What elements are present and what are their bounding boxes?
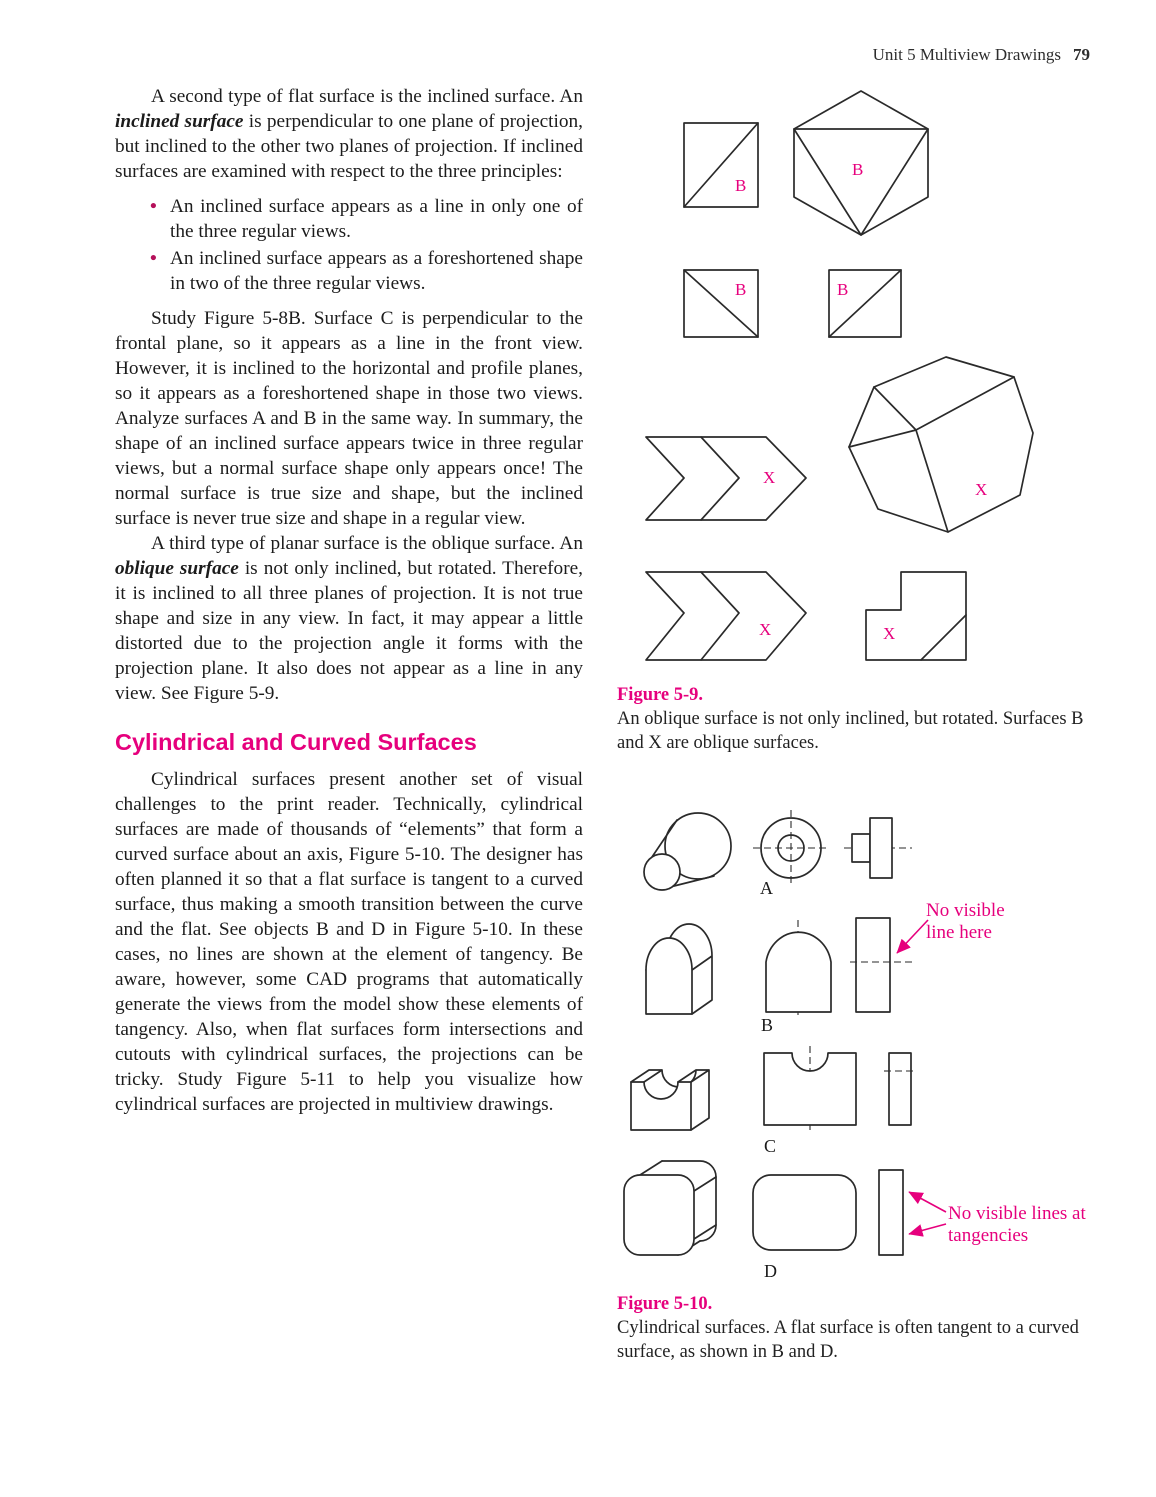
leader-arrow-tangency-bottom [909,1224,946,1234]
unit-title: Unit 5 Multiview Drawings [872,45,1061,64]
figure-5-10-caption-title: Figure 5-10. [617,1294,713,1314]
fig510-d-side-view [879,1170,903,1255]
label-b: B [735,280,747,299]
fig59-front-view-x [646,572,806,660]
fig59-top-view-x [646,437,806,520]
p1-term-inclined-surface: inclined surface [115,111,244,132]
p3-pre: A third type of planar surface is the oblique surface. An [151,533,583,554]
label-x: X [759,620,772,639]
label-b: B [837,280,849,299]
fig510-c-front-view [764,1046,856,1132]
view-label-b: B [761,1015,774,1035]
fig59-top-view-b [684,270,758,337]
fig59-front-view-b [684,123,758,207]
label-x: X [763,468,776,487]
running-header [873,45,1090,65]
figure-5-10-caption-body: Cylindrical surfaces. A flat surface is often tangent to a curved surface, as shown in B and D. [617,1318,1079,1362]
bullet-item: • An inclined surface appears as a line in only one of the three regular views. [170,194,583,244]
p1-pre: A second type of flat surface is the inclined surface. An [151,86,583,107]
figure-5-9-caption-title: Figure 5-9. [617,685,703,705]
fig510-a-front-view [753,810,829,886]
leader-arrow-tangency-top [909,1192,946,1212]
fig510-a-side-view [844,818,912,878]
p3-term-oblique-surface: oblique surface [115,558,239,579]
p1-post: is perpendicular to one plane of projection, but inclined to the other two planes of projection. If inclined surfaces are examined with respect to the three principles: [115,111,583,182]
figure-5-10-caption [617,1292,1089,1364]
fig59-side-view-x [866,572,966,660]
fig510-b-pictorial [646,924,712,1014]
paragraph-inclined-surface [115,84,583,184]
bullet-item: • An inclined surface appears as a foreshortened shape in two of the three regular views. [170,246,583,296]
paragraph-cylindrical-surfaces: Cylindrical surfaces present another set of visual challenges to the print reader. Technically, cylindrical surfaces are made of thousands of “elements” that form a curved surface about an axis, Figure 5-10. The designer has often planned it so that a flat surface is tangent to a curved surface, thus making a smooth transition between the curve and the flat. See objects B and D in Figure 5-10. In these cases, no lines are shown at the element of tangency. Be aware, however, some CAD programs that automatically generate the views from the model show these elements of tangency. Also, when flat surfaces form intersections and cutouts with cylindrical surfaces, the projections can be tricky. Study Figure 5-11 to help you visualize how cylindrical surfaces are projected in multiview drawings. [115,769,583,1115]
figure-5-9-caption [617,683,1089,755]
label-x: X [975,480,988,499]
fig59-pictorial-b [794,91,928,235]
label-x: X [883,624,896,643]
figure-5-9-drawing [616,85,1091,670]
leader-arrow-no-visible-line [897,920,928,953]
fig59-pictorial-x [849,357,1033,532]
page-number: 79 [1073,45,1090,64]
fig510-c-pictorial [631,1070,709,1130]
fig59-side-view-b [829,270,901,337]
label-b: B [735,176,747,195]
annotation-no-visible-line: No visible line here [926,900,1005,943]
view-label-d: D [764,1261,777,1281]
fig510-b-front-view [766,920,831,1018]
view-label-c: C [764,1136,777,1156]
section-heading-cylindrical: Cylindrical and Curved Surfaces [115,729,477,755]
fig510-d-pictorial [624,1161,716,1255]
fig510-d-front-view [753,1175,856,1250]
figure-5-9-caption-body: An oblique surface is not only inclined, but rotated. Surfaces B and X are oblique surfaces. [617,709,1084,753]
view-label-a: A [760,878,773,898]
label-b: B [852,160,864,179]
figure-column [616,85,1094,1485]
annotation-no-visible-lines-tangencies: No visible lines at tangencies [948,1203,1086,1246]
fig510-b-side-view [850,918,912,1012]
paragraph-study-figure-5-8b: Study Figure 5-8B. Surface C is perpendicular to the frontal plane, so it appears as a line in the front view. However, it is inclined to the horizontal and profile planes, so it appears as a foreshortened shape in those two views. Analyze surfaces A and B in the same way. In summary, the shape of an inclined surface appears twice in three regular views, but a normal surface shape only appears once! The normal surface is true size and shape, but the inclined surface is never true size and shape in a regular view. [115,308,583,529]
fig510-c-side-view [884,1053,916,1125]
fig510-a-pictorial [644,813,731,890]
inclined-surface-bullet-list [115,194,583,296]
paragraph-oblique-surface [115,531,583,706]
main-text-column [115,84,583,1117]
p3-post: is not only inclined, but rotated. Therefore, it is inclined to all three planes of projection. It is not true shape and size in any view. In fact, it may appear a little distorted due to the projection angle it forms with the projection plane. It also does not appear as a line in any view. See Figure 5-9. [115,558,583,704]
